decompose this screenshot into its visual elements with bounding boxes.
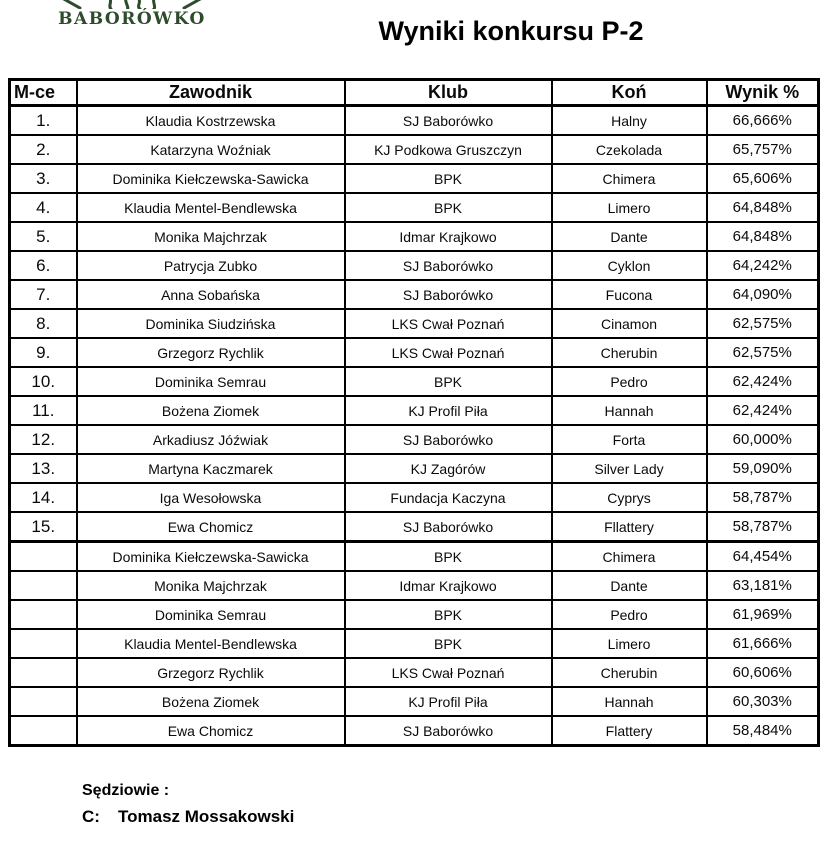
score-cell: 64,848% bbox=[707, 222, 819, 251]
score-cell: 62,575% bbox=[707, 309, 819, 338]
table-row bbox=[10, 338, 819, 367]
score-cell: 61,666% bbox=[707, 629, 819, 658]
score-cell: 64,454% bbox=[707, 542, 819, 572]
rider-cell: Katarzyna Woźniak bbox=[77, 135, 345, 164]
results-table bbox=[8, 78, 820, 747]
table-row bbox=[10, 193, 819, 222]
score-cell: 60,606% bbox=[707, 658, 819, 687]
club-cell: SJ Baborówko bbox=[345, 251, 552, 280]
club-cell: LKS Cwał Poznań bbox=[345, 309, 552, 338]
score-cell: 64,242% bbox=[707, 251, 819, 280]
place-cell: 1. bbox=[10, 106, 77, 136]
club-cell: SJ Baborówko bbox=[345, 512, 552, 542]
place-cell: 2. bbox=[10, 135, 77, 164]
horse-cell: Silver Lady bbox=[552, 454, 707, 483]
place-cell: 9. bbox=[10, 338, 77, 367]
header-club: Klub bbox=[345, 80, 552, 106]
rider-cell: Iga Wesołowska bbox=[77, 483, 345, 512]
place-cell bbox=[10, 571, 77, 600]
table-row bbox=[10, 512, 819, 542]
table-row bbox=[10, 425, 819, 454]
score-cell: 58,787% bbox=[707, 512, 819, 542]
rider-cell: Bożena Ziomek bbox=[77, 396, 345, 425]
table-row bbox=[10, 716, 819, 746]
place-cell: 14. bbox=[10, 483, 77, 512]
place-cell: 11. bbox=[10, 396, 77, 425]
horse-cell: Dante bbox=[552, 222, 707, 251]
table-row bbox=[10, 571, 819, 600]
score-cell: 58,787% bbox=[707, 483, 819, 512]
club-cell: KJ Zagórów bbox=[345, 454, 552, 483]
table-row bbox=[10, 222, 819, 251]
table-row bbox=[10, 106, 819, 136]
horse-cell: Limero bbox=[552, 193, 707, 222]
rider-cell: Bożena Ziomek bbox=[77, 687, 345, 716]
rider-cell: Monika Majchrzak bbox=[77, 571, 345, 600]
horse-cell: Chimera bbox=[552, 164, 707, 193]
horse-cell: Limero bbox=[552, 629, 707, 658]
club-cell: BPK bbox=[345, 367, 552, 396]
score-cell: 64,090% bbox=[707, 280, 819, 309]
header-row bbox=[10, 80, 819, 106]
table-row bbox=[10, 658, 819, 687]
horse-cell: Forta bbox=[552, 425, 707, 454]
horse-cell: Halny bbox=[552, 106, 707, 136]
judge-line bbox=[82, 807, 294, 827]
rider-cell: Klaudia Mentel-Bendlewska bbox=[77, 629, 345, 658]
place-cell: 4. bbox=[10, 193, 77, 222]
judge-role: C: bbox=[82, 807, 100, 826]
rider-cell: Ewa Chomicz bbox=[77, 512, 345, 542]
place-cell bbox=[10, 542, 77, 572]
table-row bbox=[10, 483, 819, 512]
score-cell: 65,606% bbox=[707, 164, 819, 193]
horse-cell: Chimera bbox=[552, 542, 707, 572]
header-score: Wynik % bbox=[707, 80, 819, 106]
rider-cell: Anna Sobańska bbox=[77, 280, 345, 309]
table-row bbox=[10, 135, 819, 164]
table-row bbox=[10, 454, 819, 483]
place-cell bbox=[10, 629, 77, 658]
horse-cell: Pedro bbox=[552, 367, 707, 396]
club-cell: SJ Baborówko bbox=[345, 280, 552, 309]
table-row bbox=[10, 280, 819, 309]
horse-cell: Pedro bbox=[552, 600, 707, 629]
judges-label: Sędziowie : bbox=[82, 782, 170, 799]
baborowko-logo bbox=[57, 0, 207, 29]
table-header bbox=[10, 80, 819, 106]
horse-cell: Hannah bbox=[552, 687, 707, 716]
score-cell: 59,090% bbox=[707, 454, 819, 483]
header-rider: Zawodnik bbox=[77, 80, 345, 106]
table-row bbox=[10, 687, 819, 716]
place-cell: 3. bbox=[10, 164, 77, 193]
rider-cell: Dominika Kiełczewska-Sawicka bbox=[77, 542, 345, 572]
score-cell: 60,303% bbox=[707, 687, 819, 716]
club-cell: KJ Profil Piła bbox=[345, 396, 552, 425]
horse-cell: Fucona bbox=[552, 280, 707, 309]
rider-cell: Arkadiusz Jóźwiak bbox=[77, 425, 345, 454]
table-row bbox=[10, 629, 819, 658]
rider-cell: Monika Majchrzak bbox=[77, 222, 345, 251]
horse-cell: Cinamon bbox=[552, 309, 707, 338]
club-cell: LKS Cwał Poznań bbox=[345, 658, 552, 687]
table-body bbox=[10, 106, 819, 746]
rider-cell: Grzegorz Rychlik bbox=[77, 338, 345, 367]
score-cell: 66,666% bbox=[707, 106, 819, 136]
rider-cell: Ewa Chomicz bbox=[77, 716, 345, 746]
place-cell bbox=[10, 687, 77, 716]
club-cell: BPK bbox=[345, 164, 552, 193]
score-cell: 61,969% bbox=[707, 600, 819, 629]
table-row bbox=[10, 164, 819, 193]
rider-cell: Dominika Kiełczewska-Sawicka bbox=[77, 164, 345, 193]
logo-wordmark: BABORÓWKO bbox=[58, 9, 206, 29]
table-row bbox=[10, 542, 819, 572]
horse-cell: Hannah bbox=[552, 396, 707, 425]
place-cell bbox=[10, 600, 77, 629]
club-cell: Idmar Krajkowo bbox=[345, 571, 552, 600]
horse-cell: Fllattery bbox=[552, 512, 707, 542]
club-cell: BPK bbox=[345, 629, 552, 658]
place-cell: 6. bbox=[10, 251, 77, 280]
place-cell bbox=[10, 716, 77, 746]
place-cell: 7. bbox=[10, 280, 77, 309]
horse-emblem-icon bbox=[58, 0, 206, 9]
judges-section bbox=[82, 782, 294, 827]
judge-name: Tomasz Mossakowski bbox=[118, 807, 295, 826]
header-horse: Koń bbox=[552, 80, 707, 106]
club-cell: LKS Cwał Poznań bbox=[345, 338, 552, 367]
rider-cell: Patrycja Zubko bbox=[77, 251, 345, 280]
score-cell: 62,424% bbox=[707, 396, 819, 425]
score-cell: 60,000% bbox=[707, 425, 819, 454]
score-cell: 64,848% bbox=[707, 193, 819, 222]
table-row bbox=[10, 367, 819, 396]
rider-cell: Martyna Kaczmarek bbox=[77, 454, 345, 483]
score-cell: 63,181% bbox=[707, 571, 819, 600]
score-cell: 65,757% bbox=[707, 135, 819, 164]
club-cell: SJ Baborówko bbox=[345, 716, 552, 746]
club-cell: BPK bbox=[345, 193, 552, 222]
horse-cell: Dante bbox=[552, 571, 707, 600]
place-cell: 12. bbox=[10, 425, 77, 454]
club-cell: SJ Baborówko bbox=[345, 425, 552, 454]
club-cell: BPK bbox=[345, 542, 552, 572]
club-cell: KJ Profil Piła bbox=[345, 687, 552, 716]
score-cell: 62,424% bbox=[707, 367, 819, 396]
table-row bbox=[10, 251, 819, 280]
place-cell: 8. bbox=[10, 309, 77, 338]
score-cell: 62,575% bbox=[707, 338, 819, 367]
horse-cell: Cherubin bbox=[552, 658, 707, 687]
score-cell: 58,484% bbox=[707, 716, 819, 746]
page-title: Wyniki konkursu P-2 bbox=[378, 16, 644, 46]
header-place: M-ce bbox=[10, 80, 77, 106]
club-cell: Idmar Krajkowo bbox=[345, 222, 552, 251]
rider-cell: Klaudia Kostrzewska bbox=[77, 106, 345, 136]
rider-cell: Dominika Semrau bbox=[77, 600, 345, 629]
club-cell: SJ Baborówko bbox=[345, 106, 552, 136]
club-cell: BPK bbox=[345, 600, 552, 629]
horse-cell: Cyklon bbox=[552, 251, 707, 280]
horse-cell: Cherubin bbox=[552, 338, 707, 367]
table-row bbox=[10, 309, 819, 338]
place-cell: 5. bbox=[10, 222, 77, 251]
place-cell: 13. bbox=[10, 454, 77, 483]
horse-cell: Czekolada bbox=[552, 135, 707, 164]
place-cell: 10. bbox=[10, 367, 77, 396]
rider-cell: Dominika Siudzińska bbox=[77, 309, 345, 338]
rider-cell: Grzegorz Rychlik bbox=[77, 658, 345, 687]
rider-cell: Dominika Semrau bbox=[77, 367, 345, 396]
place-cell: 15. bbox=[10, 512, 77, 542]
table-row bbox=[10, 396, 819, 425]
horse-cell: Cyprys bbox=[552, 483, 707, 512]
table-row bbox=[10, 600, 819, 629]
rider-cell: Klaudia Mentel-Bendlewska bbox=[77, 193, 345, 222]
club-cell: Fundacja Kaczyna bbox=[345, 483, 552, 512]
horse-cell: Flattery bbox=[552, 716, 707, 746]
place-cell bbox=[10, 658, 77, 687]
club-cell: KJ Podkowa Gruszczyn bbox=[345, 135, 552, 164]
